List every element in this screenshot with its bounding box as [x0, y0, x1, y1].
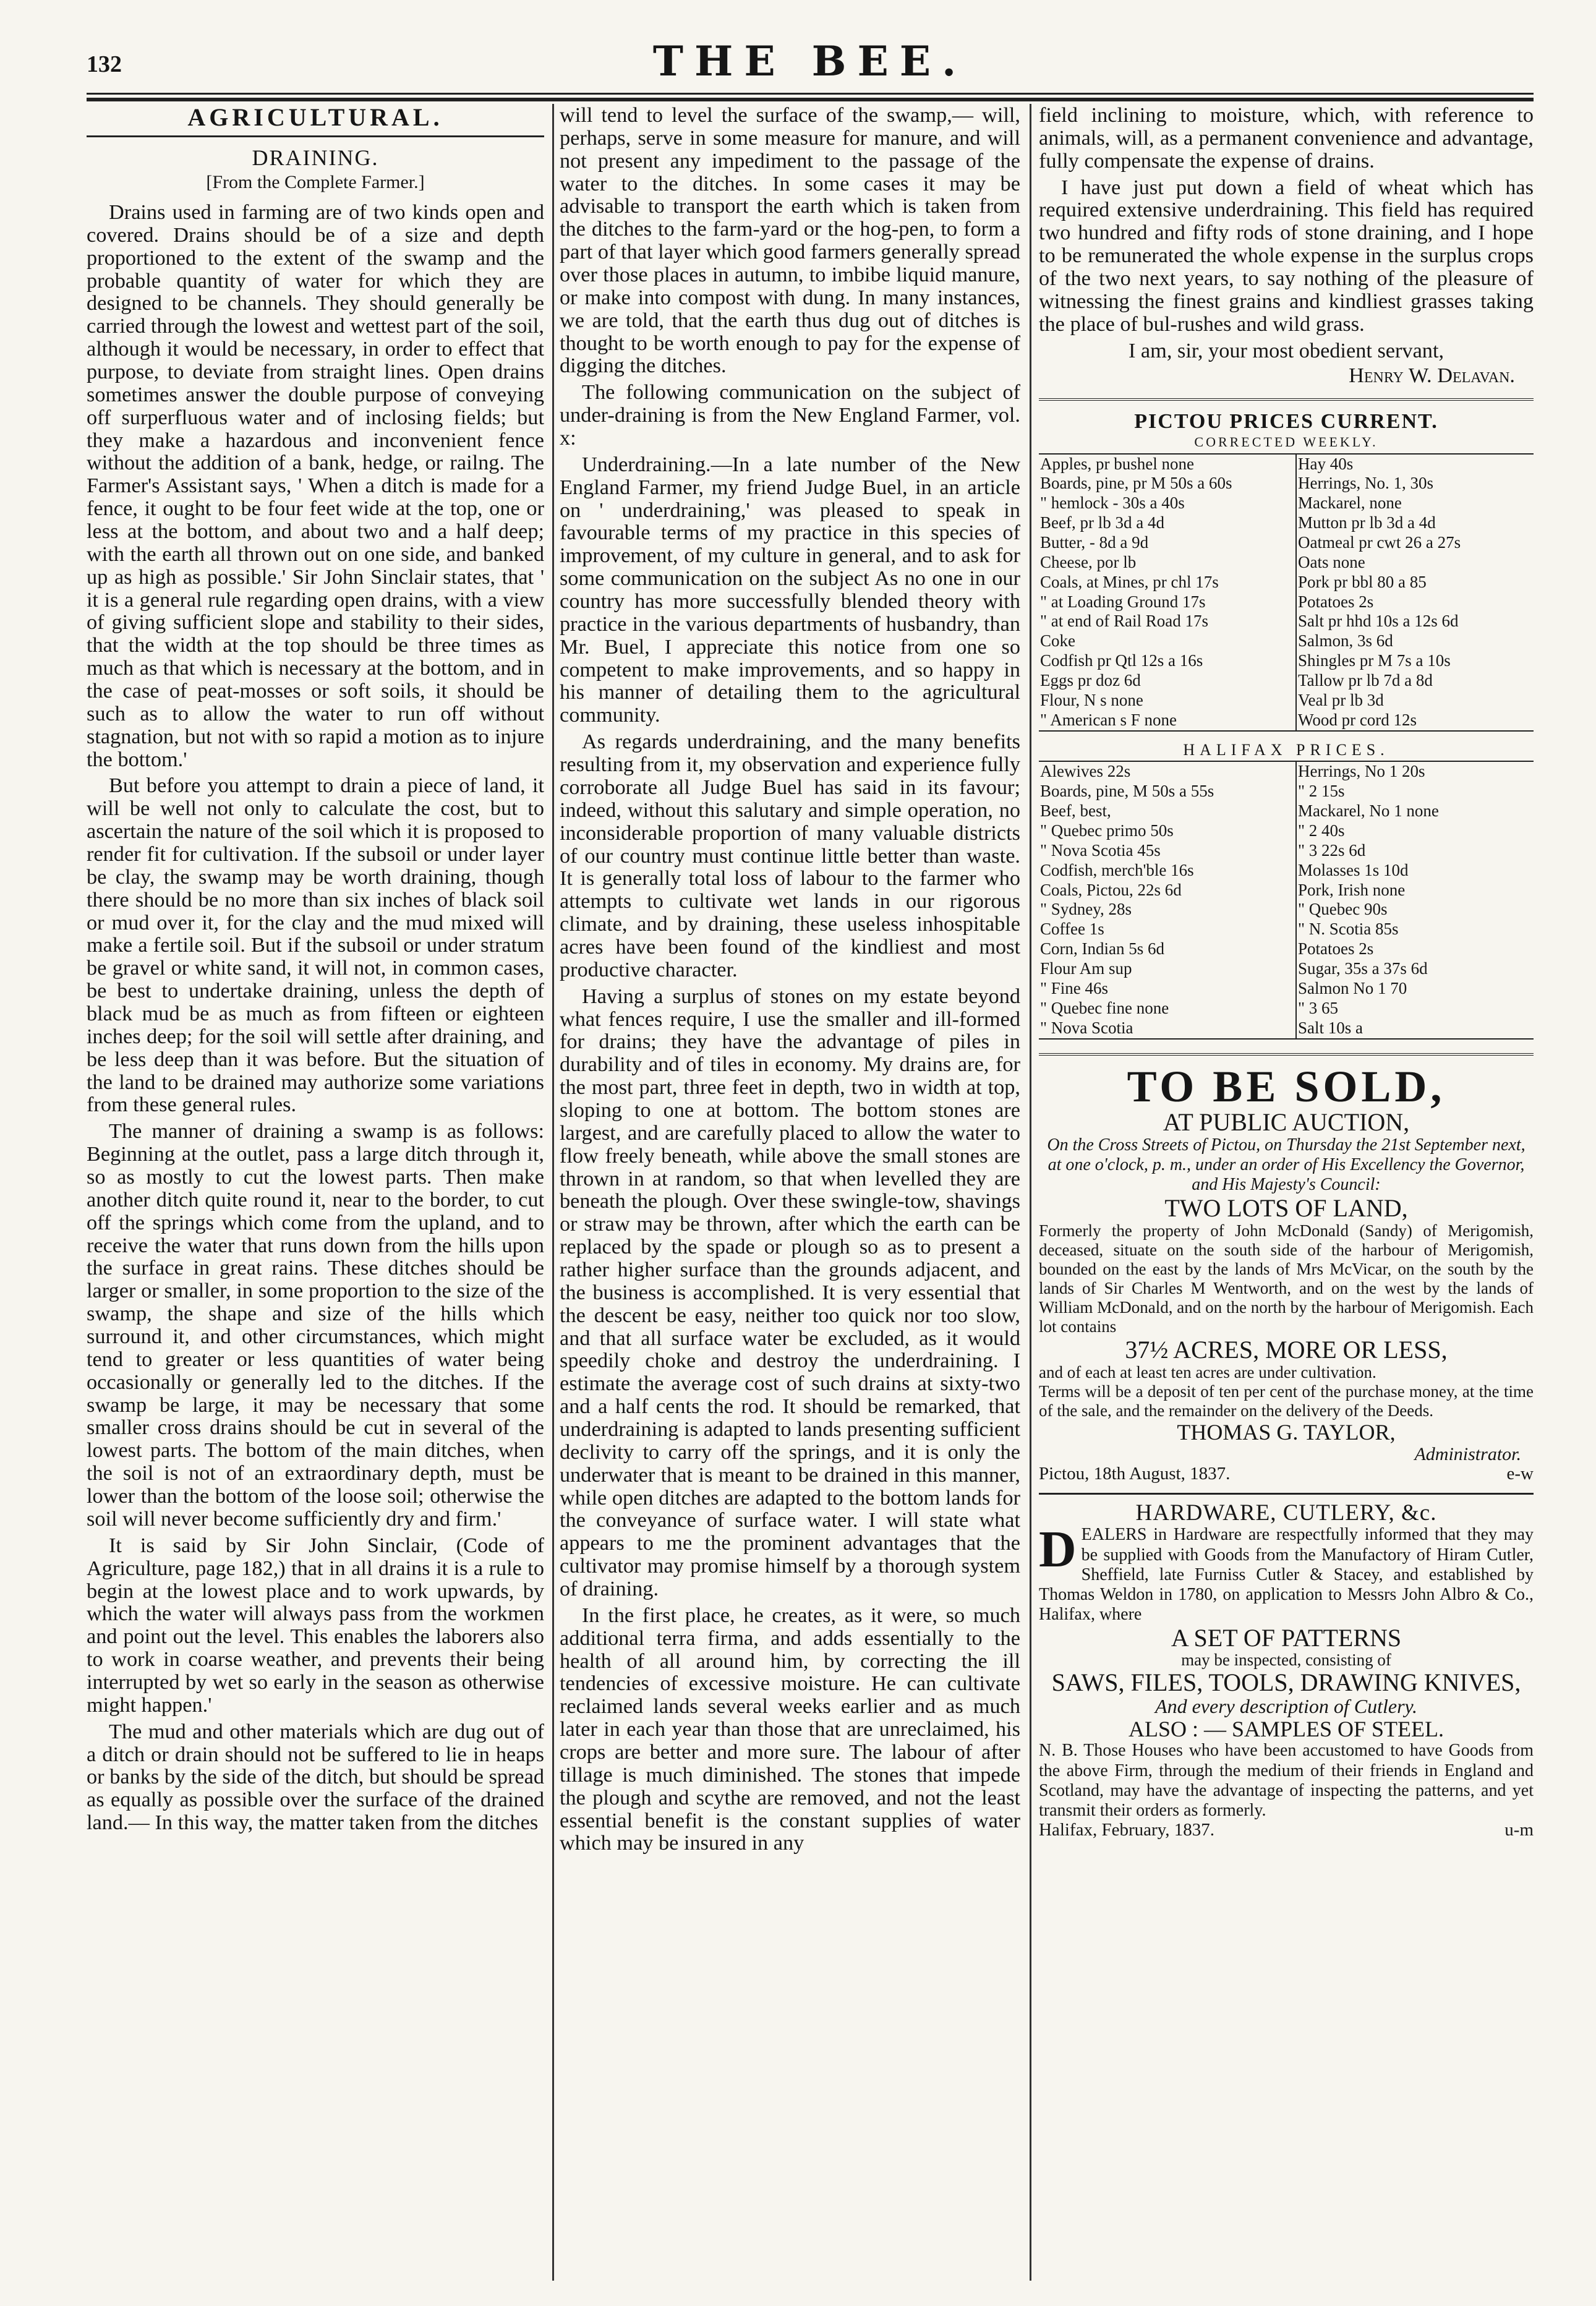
- sale-dateline: [1039, 1464, 1534, 1484]
- price-cell: Boards, pine, pr M 50s a 60s: [1039, 474, 1296, 493]
- hardware-dateline: [1039, 1821, 1534, 1840]
- price-cell: Corn, Indian 5s 6d: [1039, 939, 1296, 959]
- price-cell: Eggs pr doz 6d: [1039, 671, 1296, 691]
- price-cell: Beef, pr lb 3d a 4d: [1039, 513, 1296, 533]
- article-source: [From the Complete Farmer.]: [206, 171, 425, 192]
- price-cell: Cheese, por lb: [1039, 553, 1296, 573]
- sale-cultivation: and of each at least ten acres are under cultivation.: [1039, 1363, 1376, 1382]
- price-row: [1039, 474, 1534, 493]
- price-cell: Mackarel, none: [1298, 493, 1402, 513]
- sale-date: Pictou, 18th August, 1837.: [1039, 1464, 1231, 1484]
- sale-signer-role: Administrator.: [1414, 1444, 1521, 1465]
- sign-off: I am, sir, your most obedient servant,: [1128, 338, 1445, 362]
- hardware-body: [1039, 1521, 1534, 1625]
- price-cell: Coals, at Mines, pr chl 17s: [1039, 573, 1296, 592]
- price-cell: Sugar, 35s a 37s 6d: [1298, 959, 1428, 978]
- paragraph: Having a surplus of stones on my estate beyond what fences require, I use the smaller and ill-formed for drains; they have the advantage of piles in durability and of tiles in economy. My drains are, for the most part, three feet in depth, two in width at top, sloping to one at bottom. The bottom stones are largest, and are carefully placed to allow the water to flow freely beneath, while above the small stones are thrown in at random, so that when levelled they are beneath the plough. Over these swingle-tow, shavings or straw may be thrown, after which the earth can be replaced by the spade or plough so as to present a rather higher surface than the grounds adjacent, and the business is accomplished. It is very essential that the descent be easy, neither too quick nor too slow, and that all surface water be excluded, as it would speedily choke and destroy the underdraining. I estimate the average cost of such drains at sixty-two and a half cents the rod. It should be remarked, that underdraining is adapted to lands presenting sufficient declivity to carry off the springs, and it is only the underwater that is meant to be drained in this manner, while open ditches are adapted to the bottom lands for the conveyance of surface water. I will state what appears to me the prominent advantages that the cultivator may promise himself by a thorough system of draining.: [560, 984, 1020, 1600]
- paragraph: The mud and other materials which are dug out of a ditch or drain should not be suffered to lie in heaps or banks by the side of the ditch, but should be spread as equally as possible over the surface of the drained land.— In this way, the matter taken from the ditches: [87, 1719, 544, 1835]
- paragraph: In the first place, he creates, as it were, so much additional terra firma, and adds essentially to the health of all around him, by correcting the ill tendencies of excessive moisture. He can cultivate reclaimed lands several weeks earlier and as much later in each year than those that are unreclaimed, his crops are better and more sure. The labour of after tillage is much diminished. The stones that impede the plough and scythe are removed, and not the least essential benefit is the constant supplies of water which may be insured in any: [560, 1603, 1020, 1855]
- price-row: [1039, 651, 1534, 671]
- price-cell: Flour, N s none: [1039, 691, 1296, 711]
- sale-code: e-w: [1506, 1464, 1534, 1484]
- price-cell: " Quebec primo 50s: [1039, 821, 1296, 841]
- price-cell: Pork, Irish none: [1298, 880, 1406, 899]
- hardware-inspect: may be inspected, consisting of: [1181, 1650, 1391, 1670]
- hardware-nb: N. B. Those Houses who have been accustomed to have Goods from the above Firm, through the medium of their friends in England and Scotland, may have the advantage of inspecting the patterns, and yet transmit their orders as formerly.: [1039, 1741, 1534, 1820]
- paragraph: The manner of draining a swamp is as follows: Beginning at the outlet, pass a large ditch through it, so as mostly to cut the lowest parts. Then make another ditch quite round it, near to the border, to cut off the springs which come from the upland, and to receive the water that runs down from the hills upon the surface in great rains. These ditches should be larger or smaller, in some proportion to the size of the swamp, the shape and size of the hills which surround it, and other circumstances, which might tend to greater or less quantities of water being occasionally or generally led to the ditches. If the swamp be large, it may be necessary that some smaller cross drains should be cut in several of the lowest parts. The bottom of the main ditches, when the soil is not of an extraordinary depth, must be lower than the bottom of the loose soil; otherwise the soil will never become sufficiently dry and firm.': [87, 1119, 544, 1531]
- hardware-patterns: A SET OF PATTERNS: [1171, 1624, 1402, 1652]
- paragraph: The following communication on the subject of under-draining is from the New England Farmer, vol. x:: [560, 380, 1020, 450]
- price-cell: " American s F none: [1039, 711, 1296, 731]
- hardware-title: HARDWARE, CUTLERY, &c.: [1039, 1493, 1534, 1526]
- price-cell: Herrings, No. 1, 30s: [1298, 474, 1433, 493]
- sale-subheading: AT PUBLIC AUCTION,: [1163, 1108, 1410, 1136]
- price-cell: Pork pr bbl 80 a 85: [1298, 572, 1427, 591]
- price-cell: " 3 65: [1298, 998, 1339, 1017]
- paragraph: will tend to level the surface of the swamp,— will, perhaps, serve in some measure for manure, and will not present any impediment to the passage of the water to the ditches. In some cases it may be advisable to transport the earth which is taken from the ditches to the farm-yard or the hog-pen, to form a part of that layer which good farmers generally spread over those places in autumn, to imbibe liquid manure, or make into compost with dung. In many instances, we are told, that the earth thus dug out of ditches is thought to be worth enough to pay for the expense of digging the ditches.: [560, 104, 1020, 378]
- price-row: [1039, 861, 1534, 881]
- price-cell: Molasses 1s 10d: [1298, 860, 1409, 879]
- hardware-also: ALSO : — SAMPLES OF STEEL.: [1128, 1716, 1445, 1741]
- price-cell: Shingles pr M 7s a 10s: [1298, 651, 1451, 670]
- price-row: [1039, 533, 1534, 553]
- price-row: [1039, 999, 1534, 1018]
- sale-acres: 37½ ACRES, MORE OR LESS,: [1125, 1336, 1448, 1364]
- price-cell: Tallow pr lb 7d a 8d: [1298, 670, 1433, 690]
- pictou-prices-table: [1039, 453, 1534, 732]
- price-cell: Veal pr lb 3d: [1298, 690, 1384, 709]
- price-cell: Hay 40s: [1298, 454, 1354, 473]
- masthead-rule-thick: [87, 98, 1534, 101]
- price-cell: Wood pr cord 12s: [1298, 710, 1417, 729]
- page-number: 132: [87, 51, 122, 77]
- hardware-date: Halifax, February, 1837.: [1039, 1820, 1215, 1840]
- price-cell: Mutton pr lb 3d a 4d: [1298, 513, 1436, 532]
- masthead-rule: [87, 93, 1534, 95]
- price-cell: " at Loading Ground 17s: [1039, 592, 1296, 612]
- price-cell: " Quebec fine none: [1039, 999, 1296, 1018]
- price-row: [1039, 821, 1534, 841]
- price-cell: Coffee 1s: [1039, 920, 1296, 939]
- pictou-prices-title: PICTOU PRICES CURRENT.: [1039, 398, 1534, 433]
- price-cell: Salmon No 1 70: [1298, 978, 1407, 997]
- newspaper-title: THE BEE.: [652, 37, 968, 85]
- price-row: [1039, 711, 1534, 731]
- hardware-text: EALERS in Hardware are respectfully informed that they may be supplied with Goods from the Manufactory of Hiram Cutler, Sheffield, late Furniss Cutler & Stacey, and established by Thomas Weldon in 1780, on application to Messrs John Albro & Co., Halifax, where: [1039, 1525, 1534, 1625]
- price-row: [1039, 1018, 1534, 1039]
- column-divider: [1030, 104, 1031, 2281]
- price-cell: " 3 22s 6d: [1298, 840, 1366, 860]
- price-cell: Apples, pr bushel none: [1039, 454, 1296, 474]
- sale-lots: TWO LOTS OF LAND,: [1164, 1194, 1408, 1223]
- price-row: [1039, 801, 1534, 821]
- price-row: [1039, 612, 1534, 631]
- sale-body: Formerly the property of John McDonald (Sandy) of Merigomish, deceased, situate on the south side of the harbour of Merigomish, bounded on the east by the lands of Mrs McVicar, on the south by the lands of Sir Charles M Wentworth, and on the west by the lands of William McDonald, and on the north by the harbour of Merigomish. Each lot contains: [1039, 1221, 1534, 1336]
- paragraph: field inclining to moisture, which, with reference to animals, will, as a permanent convenience and advantage, fully compensate the expense of drains.: [1039, 104, 1534, 173]
- sale-signer: THOMAS G. TAYLOR,: [1177, 1420, 1396, 1445]
- price-cell: " N. Scotia 85s: [1298, 920, 1399, 939]
- column-divider: [552, 104, 554, 2281]
- price-cell: " Fine 46s: [1039, 979, 1296, 999]
- column-draining-continued: [560, 104, 1020, 2281]
- paragraph: Drains used in farming are of two kinds open and covered. Drains should be of a size and depth proportioned to the extent of the swamp and the probable quantity of water for which they are designed to be channels. They should generally be carried through the lowest and wettest part of the soil, although it would be necessary, in order to effect that purpose, to deviate from straight lines. Open drains sometimes answer the double purpose of conveying off surperfluous water and of inclosing fields; but they make a hazardous and inconvenient fence without the addition of a bank, hedge, or railng. The Farmer's Assistant says, ' When a ditch is made for a fence, it ought to be four feet wide at the top, one or less at the bottom, and about two and a half deep; with the earth all thrown out on one side, and banked up as high as possible.' Sir John Sinclair states, that ' it is a general rule regarding open drains, with a view of giving sufficient slope and stability to their sides, that the width at the top should be three times as much as that which is necessary at the bottom, and in the case of peat-mosses or soft soils, it should be such as to allow the water to run off without stagnation, but not with so rapid a motion as to injure the bottom.': [87, 200, 544, 771]
- price-cell: Beef, best,: [1039, 801, 1296, 821]
- price-row: [1039, 573, 1534, 592]
- price-cell: Codfish, merch'ble 16s: [1039, 861, 1296, 881]
- price-cell: Butter, - 8d a 9d: [1039, 533, 1296, 553]
- price-row: [1039, 959, 1534, 979]
- price-cell: Salt 10s a: [1298, 1018, 1363, 1037]
- price-cell: " hemlock - 30s a 40s: [1039, 493, 1296, 513]
- paragraph: It is said by Sir John Sinclair, (Code of Agriculture, page 182,) that in all drains it is a rule to begin at the lowest place and to work upwards, by which the water will always pass from the workmen and point out the level. This enables the laborers also to work in coarse weather, and prevents their being interrupted by wet so early in the season as otherwise might happen.': [87, 1533, 544, 1717]
- price-row: [1039, 691, 1534, 711]
- price-row: [1039, 553, 1534, 573]
- price-row: [1039, 592, 1534, 612]
- price-cell: Flour Am sup: [1039, 959, 1296, 979]
- price-row: [1039, 782, 1534, 801]
- price-row: [1039, 761, 1534, 782]
- price-row: [1039, 841, 1534, 861]
- price-row: [1039, 979, 1534, 999]
- price-cell: Coals, Pictou, 22s 6d: [1039, 881, 1296, 900]
- column-prices-advertisements: [1039, 104, 1534, 2281]
- price-cell: " 2 15s: [1298, 782, 1345, 801]
- price-row: [1039, 939, 1534, 959]
- sale-terms-intro: On the Cross Streets of Pictou, on Thursday the 21st September next, at one o'clock, p. m., under an order of His Excellency the Governor, and His Majesty's Council:: [1047, 1135, 1526, 1194]
- price-cell: " Sydney, 28s: [1039, 900, 1296, 920]
- price-row: [1039, 900, 1534, 920]
- article-title: DRAINING.: [252, 145, 379, 170]
- price-cell: Boards, pine, M 50s a 55s: [1039, 782, 1296, 801]
- sale-headline: TO BE SOLD,: [1039, 1053, 1534, 1109]
- paragraph: I have just put down a field of wheat which has required extensive underdraining. This field has required two hundred and fifty rods of stone draining, and I hope to be remunerated the whole expense in the surplus crops of the two next years, to say nothing of the pleasure of witnessing the finest grains and kindliest grasses taking the place of bul-rushes and wild grass.: [1039, 175, 1534, 336]
- halifax-prices-title: HALIFAX PRICES.: [1183, 740, 1389, 759]
- price-cell: Potatoes 2s: [1298, 592, 1374, 611]
- price-row: [1039, 631, 1534, 651]
- price-row: [1039, 454, 1534, 474]
- pictou-prices-subtitle: CORRECTED WEEKLY.: [1194, 433, 1378, 450]
- price-cell: Salmon, 3s 6d: [1298, 631, 1393, 651]
- paragraph: But before you attempt to drain a piece of land, it will be well not only to calculate the cost, but to ascertain the nature of the soil which it is proposed to render fit for cultivation. If the subsoil or under layer be clay, the swamp may be worth draining, though there should be no more than six inches of black soil or mud over it, for the clay and the mud mixed will make a fertile soil. But if the subsoil or under stratum be gravel or white sand, it will not, in common cases, be best to undertake draining, unless the depth of black mud be as much as from fifteen or eighteen inches deep; for the soil will settle after draining, and be less deep than it was before. But the situation of the land to be drained may authorize some variations from these general rules.: [87, 774, 544, 1117]
- drop-cap: D: [1039, 1521, 1077, 1579]
- price-cell: " 2 40s: [1298, 821, 1345, 840]
- price-cell: Coke: [1039, 631, 1296, 651]
- price-cell: " Nova Scotia: [1039, 1018, 1296, 1039]
- price-row: [1039, 513, 1534, 533]
- price-row: [1039, 920, 1534, 939]
- price-cell: Codfish pr Qtl 12s a 16s: [1039, 651, 1296, 671]
- price-cell: Mackarel, No 1 none: [1298, 801, 1439, 821]
- price-cell: Potatoes 2s: [1298, 939, 1374, 959]
- price-row: [1039, 671, 1534, 691]
- price-cell: Alewives 22s: [1039, 761, 1296, 782]
- price-cell: Herrings, No 1 20s: [1298, 762, 1425, 781]
- paragraph: As regards underdraining, and the many benefits resulting from it, my observation and experience fully corroborate all Judge Buel has said in its favour; indeed, without this salutary and simple operation, no inconsiderable proportion of many valuable districts of our country must continue little better than waste. It is generally total loss of labour to the farmer who attempts to cultivate wet lands in our rigorous climate, and by draining, these useless inhospitable acres have been found of the kindliest and most productive character.: [560, 730, 1020, 981]
- price-row: [1039, 493, 1534, 513]
- section-heading: AGRICULTURAL.: [87, 104, 544, 137]
- hardware-every: And every description of Cutlery.: [1155, 1695, 1417, 1718]
- column-agricultural: [87, 104, 544, 2281]
- price-cell: " at end of Rail Road 17s: [1039, 612, 1296, 631]
- paragraph: Underdraining.—In a late number of the New England Farmer, my friend Judge Buel, in an article on ' underdraining,' was pleased to speak in favourable terms of my practice in this species of improvement, of my culture in general, and to ask for some communication on the subject As no one in our country has more successfully blended theory with practice in the various departments of husbandry, than Mr. Buel, I appreciate this notice from one so competent to make improvements, and so happy in his manner of detailing them to the agricultural community.: [560, 452, 1020, 727]
- price-cell: Oatmeal pr cwt 26 a 27s: [1298, 532, 1461, 552]
- price-row: [1039, 881, 1534, 900]
- masthead: [87, 37, 1534, 87]
- sale-terms: Terms will be a deposit of ten per cent of the purchase money, at the time of the sale, and the remainder on the delivery of the Deeds.: [1039, 1382, 1534, 1420]
- signature: Henry W. Delavan.: [1349, 364, 1515, 388]
- price-cell: " Nova Scotia 45s: [1039, 841, 1296, 861]
- price-cell: Oats none: [1298, 552, 1365, 571]
- hardware-code: u-m: [1504, 1820, 1534, 1840]
- hardware-goods: SAWS, FILES, TOOLS, DRAWING KNIVES,: [1051, 1668, 1521, 1697]
- price-cell: Salt pr hhd 10s a 12s 6d: [1298, 612, 1459, 631]
- price-cell: " Quebec 90s: [1298, 900, 1388, 919]
- halifax-prices-table: [1039, 761, 1534, 1039]
